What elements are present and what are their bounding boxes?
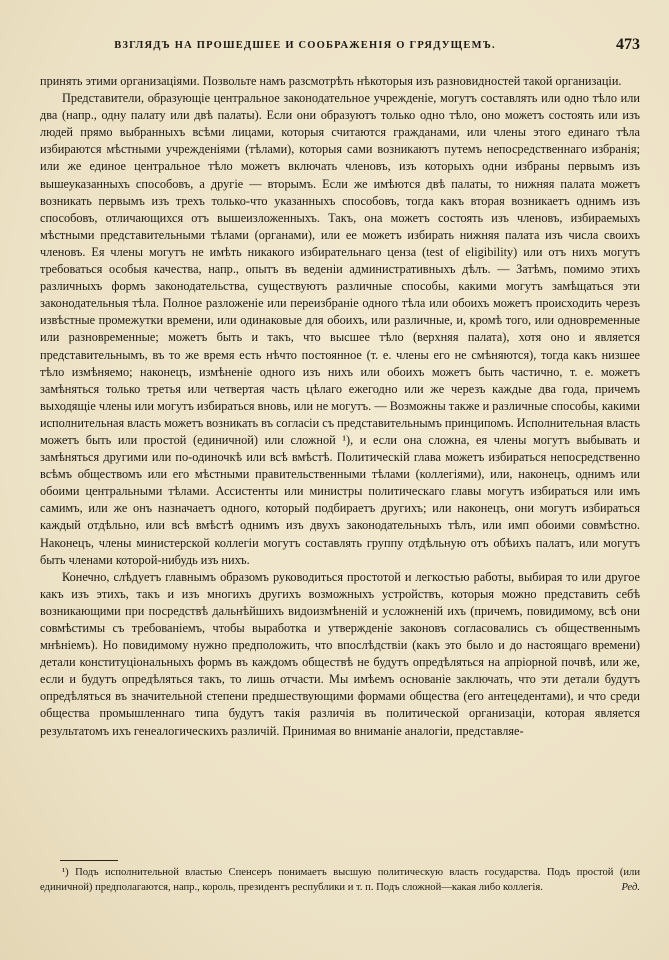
- running-title: ВЗГЛЯДЪ НА ПРОШЕДШЕЕ И СООБРАЖЕНІЯ О ГРЯДУЩЕМЪ.: [114, 40, 496, 51]
- paragraph-representatives: Представители, образующіе центральное законодательное учрежденіе, могутъ составлять или одно тѣло или два (напр., одну палату или двѣ палаты). Если они образуютъ только одно тѣло, оно можетъ состоять или изъ людей прямо выбранныхъ всѣми лицами, которыя считаются гражданами, или члены этого единаго тѣла избираются мѣстными учрежденіями (тѣлами), которыя сами возникаютъ путемъ непосредственнаго избранія; или же единое центральное тѣло можетъ включать членовъ, изъ которыхъ одни избраны первымъ изъ вышеуказанныхъ способовъ, а другіе — вторымъ. Если же имѣются двѣ палаты, то нижняя палата можетъ возникать первымъ изъ трехъ только-что указанныхъ способовъ, тогда какъ вторая возникаетъ однимъ изъ способовъ, отличающихся отъ вышеизложенныхъ. Такъ, она можетъ состоять изъ членовъ, избираемыхъ мѣстными представительными тѣлами (органами), или ее можетъ избирать нижняя палата изъ числа своихъ членовъ. Ея члены могутъ не имѣть никакого избирательнаго ценза (test of eligibility) или отъ нихъ могутъ требоваться особыя качества, напр., опытъ въ веденіи административныхъ дѣлъ. — Затѣмъ, помимо этихъ различныхъ формъ законодательства, существуютъ различные способы, какими могутъ замѣщаться эти законодательныя тѣла. Полное разложеніе или переизбраніе одного тѣла или обоихъ можетъ происходить черезъ извѣстные промежутки времени, или одинаковые для обоихъ, или различные, и, кромѣ того, или одновременные или разновременные; можетъ быть и такъ, что высшее тѣло (верхняя палата), хотя оно и является представительнымъ, въ то же время есть нѣчто постоянное (т. е. члены его не смѣняются), тогда какъ низшее тѣло измѣняемо; наконецъ, измѣненіе одного изъ нихъ или обоихъ можетъ быть частично, т. е. можетъ замѣняться только третья или четвертая часть цѣлаго ежегодно или же черезъ каждые два года, причемъ выходящіе члены или могутъ избираться вновь, или не могутъ. — Возможны также и различные способы, какими исполнительная власть можетъ возникать въ согласіи съ представительнымъ принципомъ. Исполнительная власть можетъ быть или простой (единичной) или сложной ¹), и если она сложна, ея члены могутъ выбывать и замѣняться другими или по-одиночкѣ или всѣ вмѣстѣ. Политическій глава можетъ избираться непосредственно всѣмъ обществомъ или его мѣстными правительственными тѣлами (коллегіями), или, наконецъ, однимъ или обоими центральными тѣлами. Ассистенты или министры политическаго главы могутъ избираться или имъ самимъ, или же онъ назначаетъ одного, который подбираетъ другихъ; или наконецъ, они могутъ избираться каждый отдѣльно, или всѣ вмѣстѣ однимъ изъ двухъ законодательныхъ тѣлъ, или имп обоими совмѣстно. Наконецъ, члены министерской коллегіи могутъ составлять группу отдѣльную отъ обѣихъ палатъ, или могутъ быть членами которой-нибудь изъ нихъ.: [40, 91, 640, 567]
- footnote: [40, 866, 640, 895]
- footnote-text: ¹) Подъ исполнительной властью Спенсеръ понимаетъ высшую политическую власть государства. Подъ простой (или единичной) предполагаются, напр., король, президентъ республики и т. п. Подъ сложной—какая либо коллегія.: [40, 867, 640, 893]
- running-header: [40, 38, 640, 58]
- footnote-editor-mark: Ред.: [621, 881, 640, 893]
- paragraph-conclusion: Конечно, слѣдуетъ главнымъ образомъ руководиться простотой и легкостью работы, выбирая то или другое какъ изъ этихъ, такъ и изъ многихъ другихъ возможныхъ устройствъ, которыя можно представить себѣ возникающими при посредствѣ дальнѣйшихъ видоизмѣненій и усложненій ихъ (причемъ, повидимому, всѣ они совмѣстимы съ требованіемъ, чтобы выработка и утвержденіе законовъ согласовались съ общественнымъ мнѣніемъ). Но повидимому нужно предположить, что впослѣдствіи (какъ это было и до настоящаго времени) детали конституціональныхъ формъ въ каждомъ обществѣ не будутъ опредѣляться на апріорной почвѣ, или же, если и будутъ опредѣляться такъ, то лишь отчасти. Мы имѣемъ основаніе заключать, что эти детали будутъ опредѣляться въ значительной степени предшествующими формами общества (его антецедентами), и что среди общества промышленнаго типа будутъ такія различія въ политической организаціи, которая является результатомъ ихъ генеалогическихъ различій. Принимая во вниманіе аналогіи, представляе-: [40, 569, 640, 738]
- page-number: 473: [616, 36, 640, 53]
- footnote-divider: [60, 860, 118, 861]
- main-text: [40, 73, 640, 740]
- paragraph-continuation: принять этими организаціями. Позвольте намъ разсмотрѣть нѣкоторыя изъ разновидностей такой организаціи.: [40, 74, 622, 88]
